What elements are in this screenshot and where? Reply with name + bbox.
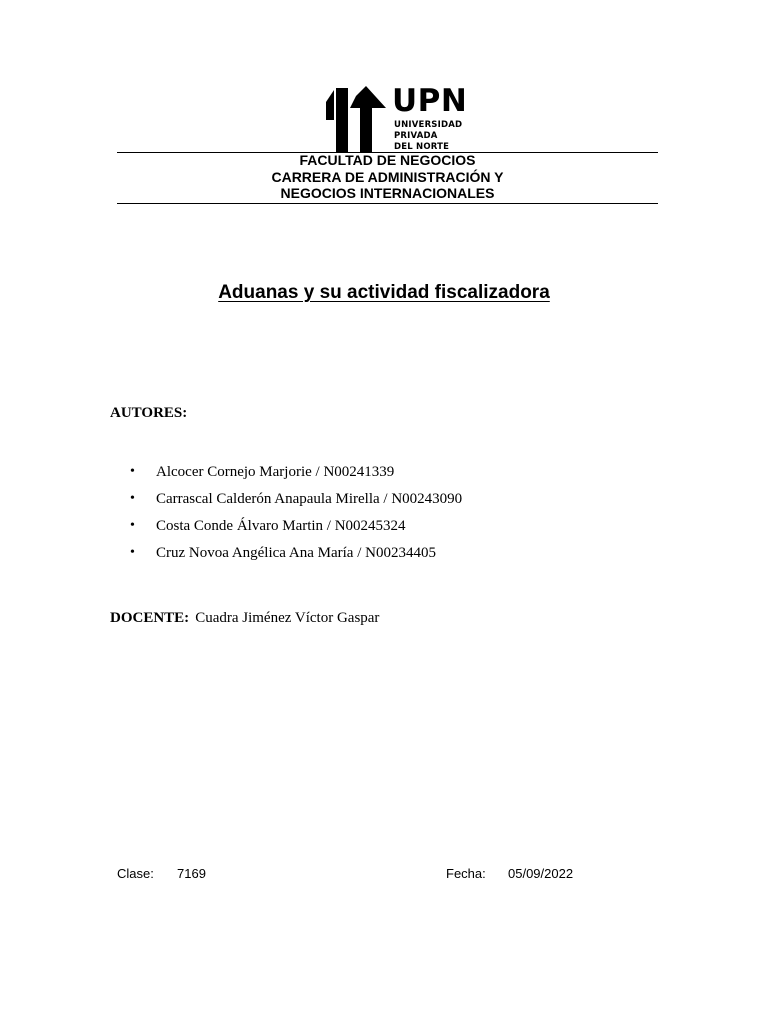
author-name: Cruz Novoa Angélica Ana María / N00234405 — [156, 545, 436, 561]
authors-list — [110, 462, 462, 570]
bullet-icon: • — [130, 491, 135, 506]
date-value: 05/09/2022 — [508, 866, 574, 881]
authors-label: AUTORES: — [110, 405, 188, 421]
upn-logo — [326, 83, 468, 152]
author-name: Alcocer Cornejo Marjorie / N00241339 — [156, 464, 395, 480]
author-name: Costa Conde Álvaro Martin / N00245324 — [156, 518, 406, 534]
list-item — [110, 516, 462, 543]
teacher-line — [110, 610, 379, 627]
list-item — [110, 489, 462, 516]
faculty-header — [117, 152, 658, 202]
list-item — [110, 462, 462, 489]
document-title-text: Aduanas y su actividad fiscalizadora — [218, 282, 550, 303]
class-label: Clase: — [117, 866, 154, 881]
logo-line-1: UNIVERSIDAD — [394, 120, 463, 130]
upn-emblem-icon — [326, 86, 390, 152]
class-value: 7169 — [177, 866, 206, 881]
document-title — [0, 282, 768, 304]
teacher-name: Cuadra Jiménez Víctor Gaspar — [195, 610, 380, 626]
bullet-icon: • — [130, 464, 135, 479]
teacher-label: DOCENTE: — [110, 610, 190, 626]
list-item — [110, 543, 462, 570]
author-name: Carrascal Calderón Anapaula Mirella / N00243090 — [156, 491, 463, 507]
career-line-2: NEGOCIOS INTERNACIONALES — [280, 185, 495, 201]
bullet-icon: • — [130, 518, 135, 533]
logo-line-3: DEL NORTE — [394, 142, 450, 152]
faculty-line: FACULTAD DE NEGOCIOS — [299, 152, 476, 168]
header-bottom-rule — [117, 203, 658, 204]
date-label: Fecha: — [446, 866, 486, 881]
bullet-icon: • — [130, 545, 135, 560]
career-line: CARRERA DE ADMINISTRACIÓN Y — [271, 168, 504, 185]
logo-line-2: PRIVADA — [394, 131, 438, 141]
logo-brand: UPN — [392, 83, 468, 119]
